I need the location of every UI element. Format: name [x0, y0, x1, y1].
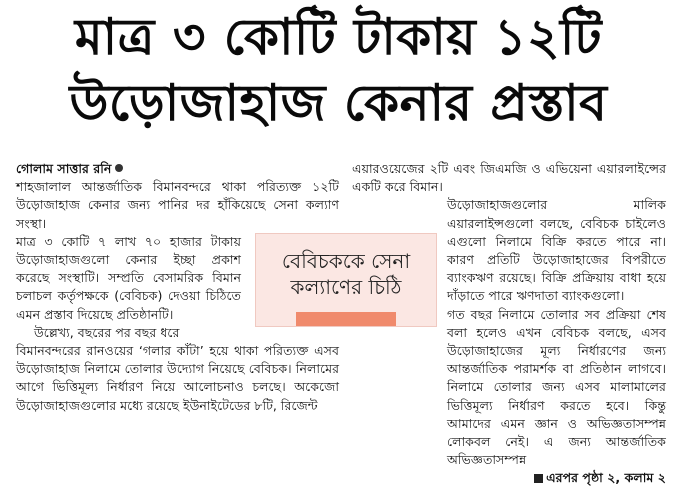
byline-name: গোলাম সাত্তার রনি: [16, 161, 112, 176]
jump-text: এরপর পৃষ্ঠা ২, কলাম ২: [546, 470, 666, 486]
byline: [16, 160, 339, 178]
jump-marker-icon: [534, 474, 543, 483]
pull-quote-line-2: কল্যাণের চিঠি: [290, 275, 402, 299]
headline: [0, 4, 677, 136]
column-1-paragraph-1-narrow: মাত্র ৩ কোটি ৭ লাখ ৭০ হাজার টাকায় উড়োজাহাজগুলো কেনার ইচ্ছা প্রকাশ করেছে সংস্থাটি। সম্প্রতি বেসামরিক বিমান চলাচল কর্তৃপক্ষকে (বেবিচক) দেওয়া চিঠিতে এমন প্রস্তাব দিয়েছে প্রতিষ্ঠানটি।: [16, 233, 241, 322]
column-2-paragraph-2: উড়োজাহাজগুলোর মালিক এয়ারলাইন্সগুলো বলছে, বেবিচক চাইলেও এগুলো নিলামে বিক্রি করতে পারে না। কারণ প্রতিটি উড়োজাহাজের বিপরীতে ব্যাংকঋণ রয়েছে। বিক্রি প্রক্রিয়ায় বাধা হয়ে দাঁড়াতে পারে ঋণদাতা ব্যাংকগুলো।: [447, 197, 666, 304]
pull-quote-accent-bar: [296, 312, 396, 326]
headline-line-2: উড়োজাহাজ কেনার প্রস্তাব: [69, 74, 608, 132]
column-2-paragraph-1: এয়ারওয়েজের ২টি এবং জিএমজি ও এভিয়েনা এয়ারলাইন্সের একটি করে বিমান।: [352, 161, 666, 195]
byline-bullet-icon: [115, 164, 123, 172]
continued-reference: [352, 469, 666, 487]
column-1-paragraph-2-narrow: উল্লেখ্য, বছরের পর বছর ধরে: [34, 324, 180, 340]
pull-quote-box: [255, 233, 437, 327]
column-1-paragraph-1-full: শাহজালাল আন্তর্জাতিক বিমানবন্দরে থাকা পরিত্যক্ত ১২টি উড়োজাহাজ কেনার জন্য পানির দর হাঁকিয়েছে সেনা কল্যাণ সংস্থা।: [16, 179, 339, 231]
pull-quote-line-1: বেবিচককে সেনা: [281, 249, 411, 273]
column-2-paragraph-3: গত বছর নিলামে তোলার সব প্রক্রিয়া শেষ বলা হলেও এখন বেবিচক বলছে, এসব উড়োজাহাজের মূল্য নির্ধারণের জন্য আন্তর্জাতিক পরামর্শক বা প্রতিষ্ঠান লাগবে। নিলামে তোলার জন্য এসব মালামালের ভিত্তিমূল্য নির্ধারণ করতে হবে। কিন্তু আমাদের এমন জ্ঞান ও অভিজ্ঞতাসম্পন্ন লোকবল নেই। এ জন্য আন্তর্জাতিক অভিজ্ঞতাসম্পন্ন: [447, 306, 666, 468]
pull-quote-text: [256, 248, 436, 300]
column-1-paragraph-2-full: বিমানবন্দরের রানওয়ের ‘গলার কাঁটা’ হয়ে থাকা পরিত্যক্ত এসব উড়োজাহাজ নিলামে তোলার উদ্যোগ নিয়েছে বেবিচক। নিলামের আগে ভিত্তিমূল্য নির্ধারণ নিয়ে আলোচনাও চলছে। অকেজো উড়োজাহাজগুলোর মধ্যে রয়েছে ইউনাইটেডের ৮টি, রিজেন্ট: [16, 343, 339, 413]
headline-line-1: মাত্র ৩ কোটি টাকায় ১২টি: [74, 8, 603, 66]
